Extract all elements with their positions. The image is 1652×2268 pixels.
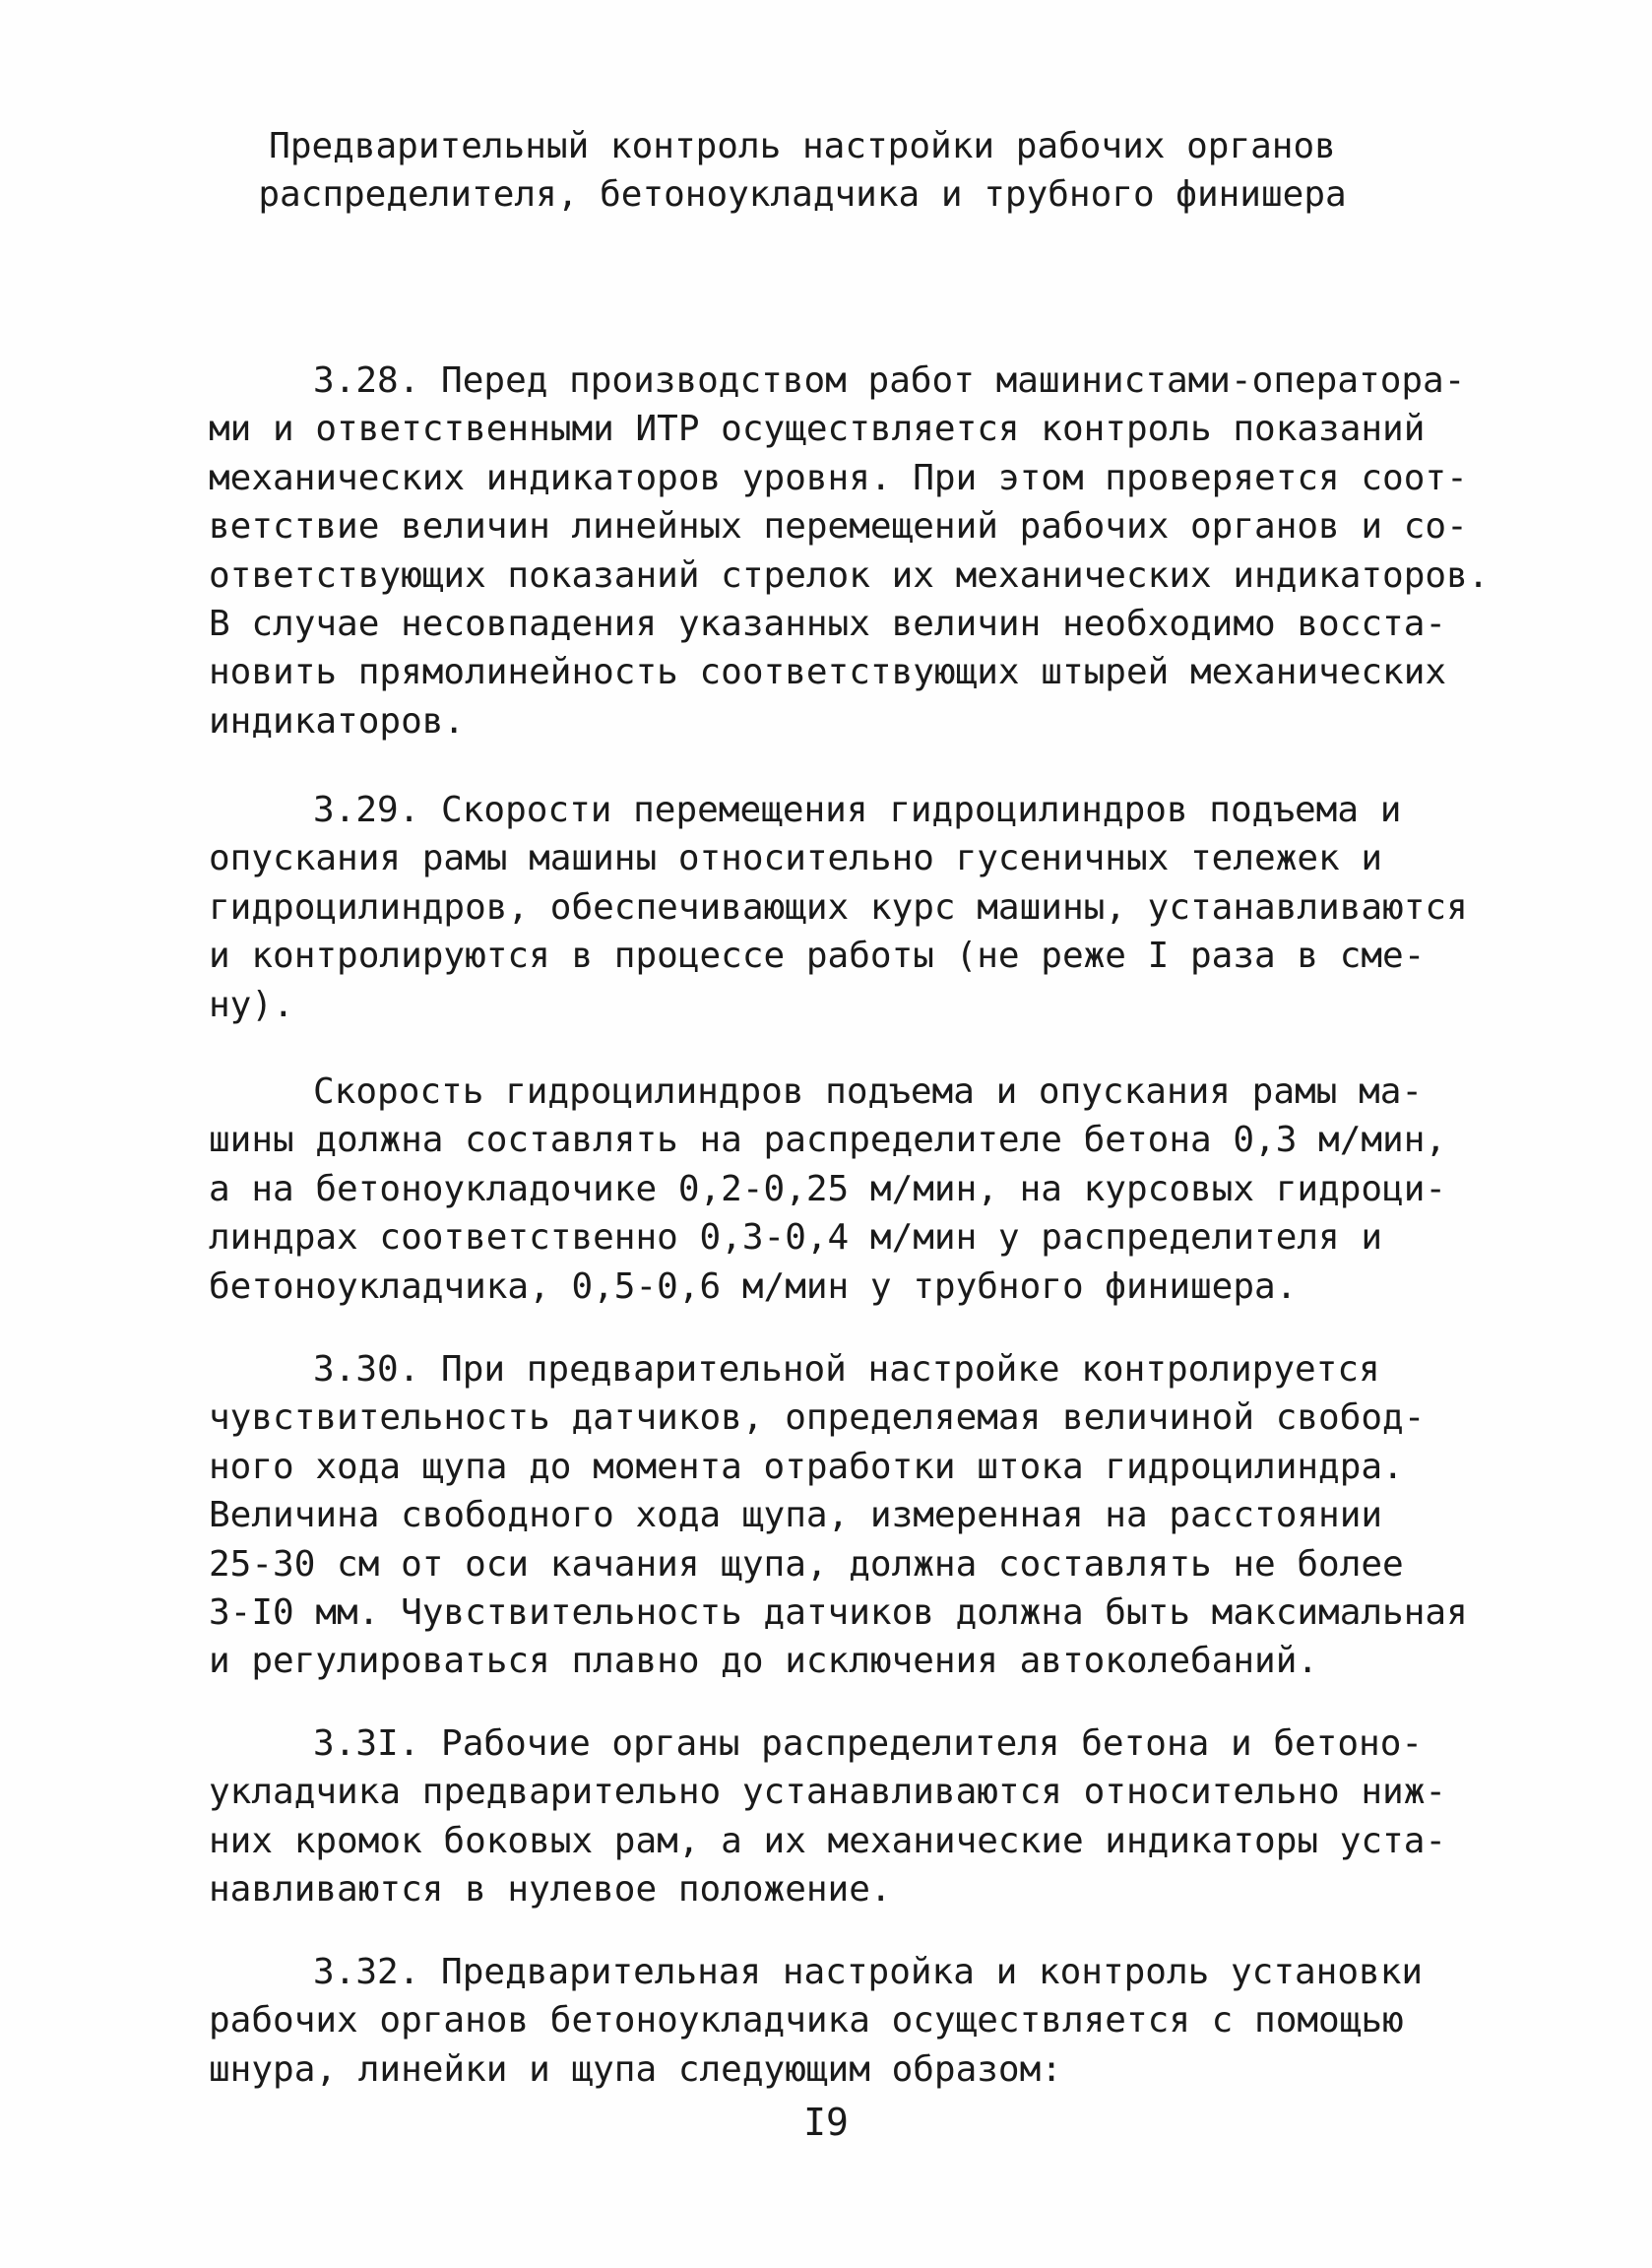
paragraph-3-28 — [209, 356, 1490, 745]
text-line: механических индикаторов уровня. При этом проверяется соот- — [209, 457, 1468, 498]
paragraph-3-29 — [209, 786, 1468, 1029]
text-line: Скорость гидроцилиндров подъема и опускания рамы ма- — [313, 1071, 1424, 1112]
paragraph-3-30 — [209, 1345, 1468, 1686]
text-line: 3.3I. Рабочие органы распределителя бетона и бетоно- — [313, 1723, 1424, 1764]
text-line: линдрах соответственно 0,3-0,4 м/мин у распределителя и — [209, 1217, 1383, 1259]
text-line: 3.30. При предварительной настройке контролируется — [313, 1349, 1380, 1390]
heading-line: Предварительный контроль настройки рабочих органов — [269, 126, 1336, 166]
text-line: 3-I0 мм. Чувствительность датчиков должна быть максимальная — [209, 1592, 1468, 1634]
text-line: 3.32. Предварительная настройка и контроль установки — [313, 1952, 1424, 1992]
text-line: бетоноукладчика, 0,5-0,6 м/мин у трубного финишера. — [209, 1265, 1298, 1307]
text-line: ми и ответственными ИТР осуществляется контроль показаний — [209, 409, 1426, 450]
text-line: навливаются в нулевое положение. — [209, 1869, 892, 1911]
text-line: ного хода щупа до момента отработки штока гидроцилиндра. — [209, 1446, 1404, 1487]
text-line: 3.28. Перед производством работ машинистами-оператора- — [313, 360, 1466, 401]
text-line: рабочих органов бетоноукладчика осуществляется с помощью — [209, 2000, 1404, 2041]
text-line: шнура, линейки и щупа следующим образом: — [209, 2048, 1062, 2090]
text-line: индикаторов. — [209, 700, 466, 742]
text-line: гидроцилиндров, обеспечивающих курс машины, устанавливаются — [209, 886, 1468, 928]
text-line: них кромок боковых рам, а их механические индикаторы уста- — [209, 1820, 1447, 1861]
text-line: ветствие величин линейных перемещений рабочих органов и со- — [209, 506, 1468, 548]
heading-line: распределителя, бетоноукладчика и трубного финишера — [258, 174, 1347, 215]
page-number: I9 — [803, 2101, 849, 2144]
paragraph-3-32 — [209, 1948, 1455, 2094]
paragraph-3-31 — [209, 1719, 1455, 1914]
text-line: Величина свободного хода щупа, измеренная на расстоянии — [209, 1495, 1383, 1536]
text-line: а на бетоноукладочике 0,2-0,25 м/мин, на курсовых гидроци- — [209, 1168, 1447, 1209]
text-line: В случае несовпадения указанных величин необходимо восста- — [209, 604, 1447, 645]
text-line: 3.29. Скорости перемещения гидроцилиндров подъема и — [313, 790, 1402, 830]
text-line: шины должна составлять на распределителе бетона 0,3 м/мин, — [209, 1120, 1447, 1161]
text-line: 25-30 см от оси качания щупа, должна составлять не более — [209, 1543, 1404, 1585]
text-line: и регулироваться плавно до исключения автоколебаний. — [209, 1641, 1319, 1682]
section-heading — [148, 122, 1457, 219]
text-line: укладчика предварительно устанавливаются относительно ниж- — [209, 1772, 1447, 1813]
text-line: опускания рамы машины относительно гусеничных тележек и — [209, 838, 1383, 879]
text-line: ответствующих показаний стрелок их механических индикаторов. — [209, 554, 1490, 596]
text-line: чувствительность датчиков, определяемая величиной свобод- — [209, 1397, 1426, 1439]
text-line: ну). — [209, 984, 294, 1025]
text-line: и контролируются в процессе работы (не реже I раза в сме- — [209, 936, 1426, 977]
text-line: новить прямолинейность соответствующих штырей механических — [209, 652, 1447, 693]
paragraph-speed — [209, 1068, 1455, 1311]
